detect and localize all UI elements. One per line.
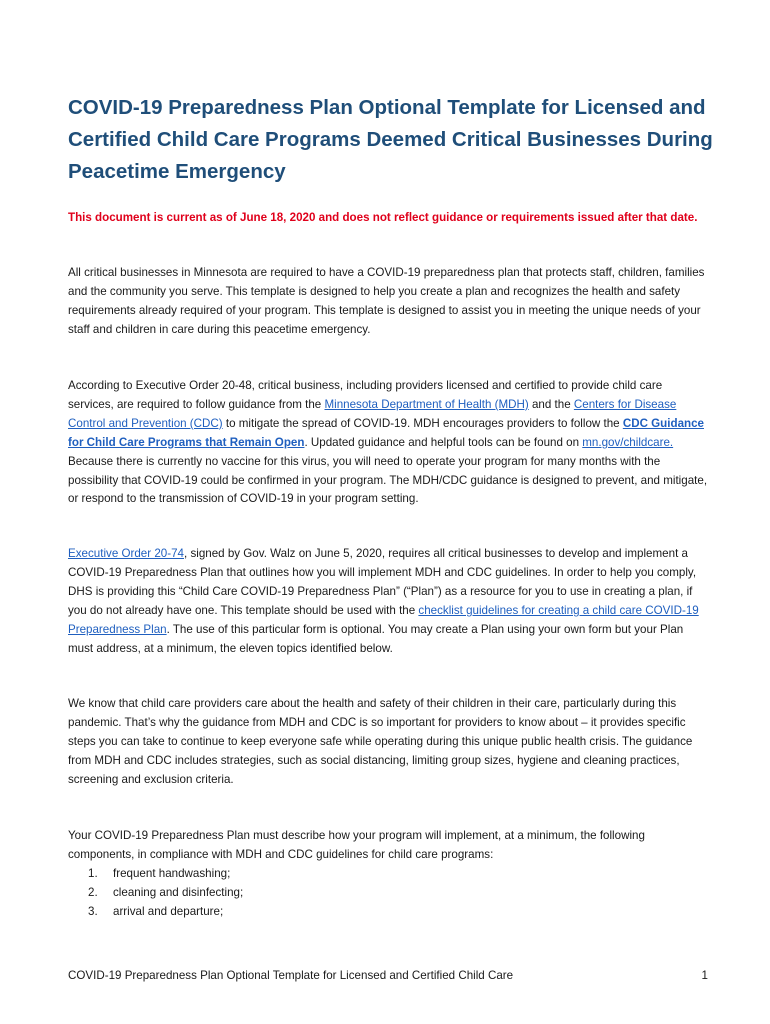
p2-text-1: According to Executive Order 20-48, critical business, including providers licensed and certified to provide child care services, are required to follow guidance from the bbox=[68, 379, 663, 411]
list-item-number: 2. bbox=[88, 885, 98, 899]
p2-text-3: to mitigate the spread of COVID-19. MDH encourages providers to follow the bbox=[222, 416, 623, 430]
p2-text-5: Because there is currently no vaccine for this virus, you will need to operate your program for many months with the possibility that COVID-19 could be confirmed in your program. The MDH/CDC guidance is designed to prevent, and mitigate, or respond to the transmission of COVID-19 in your program setting. bbox=[68, 454, 708, 506]
intro-paragraph: All critical businesses in Minnesota are required to have a COVID-19 preparedness plan that protects staff, children, families and the community you serve. This template is designed to help you create a plan and recognizes the health and safety requirements already required of your program. This template is designed to assist you in meeting the unique needs of your staff and children in care during this peacetime emergency. bbox=[68, 266, 705, 336]
list-item-number: 1. bbox=[88, 867, 98, 880]
components-list bbox=[88, 865, 243, 922]
currency-notice: This document is current as of June 18, 2020 and does not reflect guidance or requirements issued after that date. bbox=[68, 211, 698, 224]
health-safety-paragraph: We know that child care providers care about the health and safety of their children in their care, particularly during this pandemic. That’s why the guidance from MDH and CDC is so important for providers to know about – it provides specific steps you can take to continue to keep everyone safe while operating during this unique public health crisis. The guidance from MDH and CDC includes strategies, such as social distancing, limiting group sizes, hygiene and cleaning practices, screening and exclusion criteria. bbox=[68, 697, 693, 786]
components-intro-paragraph: Your COVID-19 Preparedness Plan must describe how your program will implement, at a minimum, the following components, in compliance with MDH and CDC guidelines for child care programs: bbox=[68, 829, 645, 861]
checklist-guidelines-link[interactable]: checklist guidelines for creating a child care COVID-19 Preparedness Plan bbox=[68, 603, 699, 636]
executive-order-link[interactable]: Executive Order 20-74 bbox=[68, 547, 184, 560]
p2-text-2: and the bbox=[528, 397, 574, 411]
p2-text-4: . Updated guidance and helpful tools can be found on bbox=[304, 435, 583, 449]
list-item-text: cleaning and disinfecting; bbox=[113, 885, 244, 899]
p3-text-1: , signed by Gov. Walz on June 5, 2020, requires all critical businesses to develop and implement a COVID-19 Preparedness Plan that outlines how you will implement MDH and CDC guidelines. In order to help you comply, DHS is providing this “Child Care COVID-19 Preparedness Plan” (“Plan”) as a resource for you to use in creating a plan, if you do not already have one. This template should be used with the bbox=[68, 547, 697, 617]
page-footer bbox=[68, 967, 708, 985]
preparedness-plan-paragraph bbox=[68, 545, 708, 658]
cdc-guidance-link[interactable]: CDC Guidance for Child Care Programs that Remain Open bbox=[68, 416, 704, 449]
list-item bbox=[88, 884, 243, 903]
list-item-number: 3. bbox=[88, 904, 98, 918]
mdh-link[interactable]: Minnesota Department of Health (MDH) bbox=[324, 397, 529, 411]
childcare-site-link[interactable]: mn.gov/childcare. bbox=[582, 435, 674, 449]
list-item-text: arrival and departure; bbox=[113, 904, 224, 918]
list-item-text: frequent handwashing; bbox=[113, 867, 231, 880]
executive-order-paragraph bbox=[68, 377, 708, 509]
list-item bbox=[88, 865, 243, 884]
list-item bbox=[88, 903, 243, 922]
p3-text-2: . The use of this particular form is optional. You may create a Plan using your own form but your Plan must address, at a minimum, the eleven topics identified below. bbox=[68, 622, 684, 655]
page-number: 1 bbox=[701, 969, 708, 982]
document-title: COVID-19 Preparedness Plan Optional Template for Licensed and Certified Child Care Programs Deemed Critical Businesses During Peacetime Emergency bbox=[68, 96, 713, 183]
cdc-link[interactable]: Centers for Disease Control and Prevention (CDC) bbox=[68, 397, 677, 430]
footer-text: COVID-19 Preparedness Plan Optional Template for Licensed and Certified Child Care bbox=[68, 969, 514, 982]
